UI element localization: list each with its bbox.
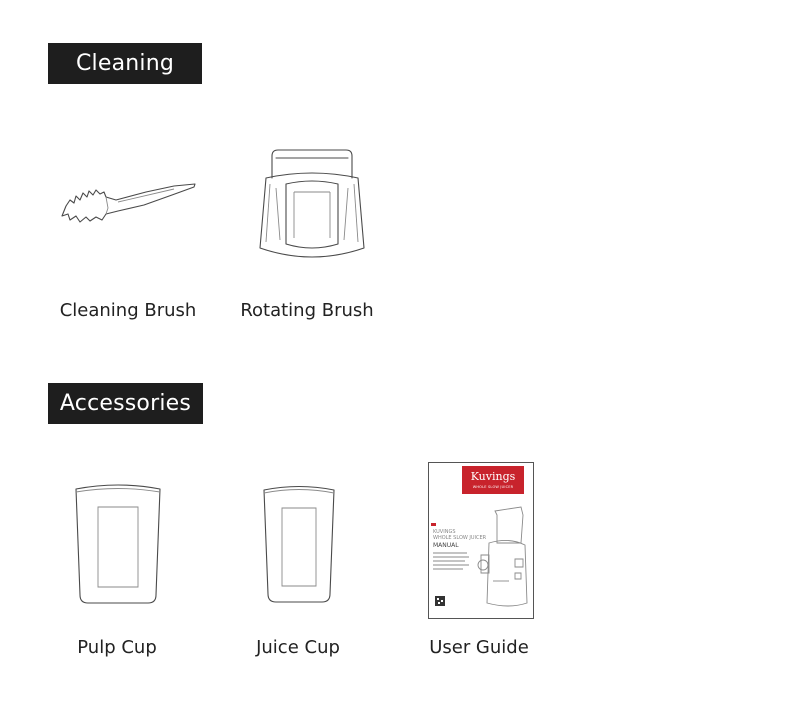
- user-guide-booklet-icon: [428, 462, 534, 619]
- juice-cup-icon: [262, 484, 336, 606]
- manual-cover-line1: KUVINGS: [433, 529, 456, 535]
- manual-cover-line2: WHOLE SLOW JUICER: [433, 535, 487, 541]
- item-label-juice-cup: Juice Cup: [256, 637, 340, 658]
- rotating-brush-icon: [256, 148, 368, 262]
- manual-brand-name: Kuvings: [470, 470, 516, 483]
- manual-cover-line3: MANUAL: [433, 542, 459, 549]
- manual-brand-tagline: WHOLE SLOW JUICER: [472, 485, 514, 489]
- item-label-rotating-brush: Rotating Brush: [240, 300, 374, 321]
- pulp-cup-icon: [74, 483, 162, 607]
- section-title-accessories: Accessories: [48, 383, 203, 424]
- item-label-cleaning-brush: Cleaning Brush: [59, 300, 197, 321]
- section-title-cleaning: Cleaning: [48, 43, 202, 84]
- item-label-user-guide: User Guide: [429, 637, 529, 658]
- item-label-pulp-cup: Pulp Cup: [77, 637, 157, 658]
- cleaning-brush-icon: [56, 178, 200, 228]
- manual-cover-art: [429, 463, 533, 618]
